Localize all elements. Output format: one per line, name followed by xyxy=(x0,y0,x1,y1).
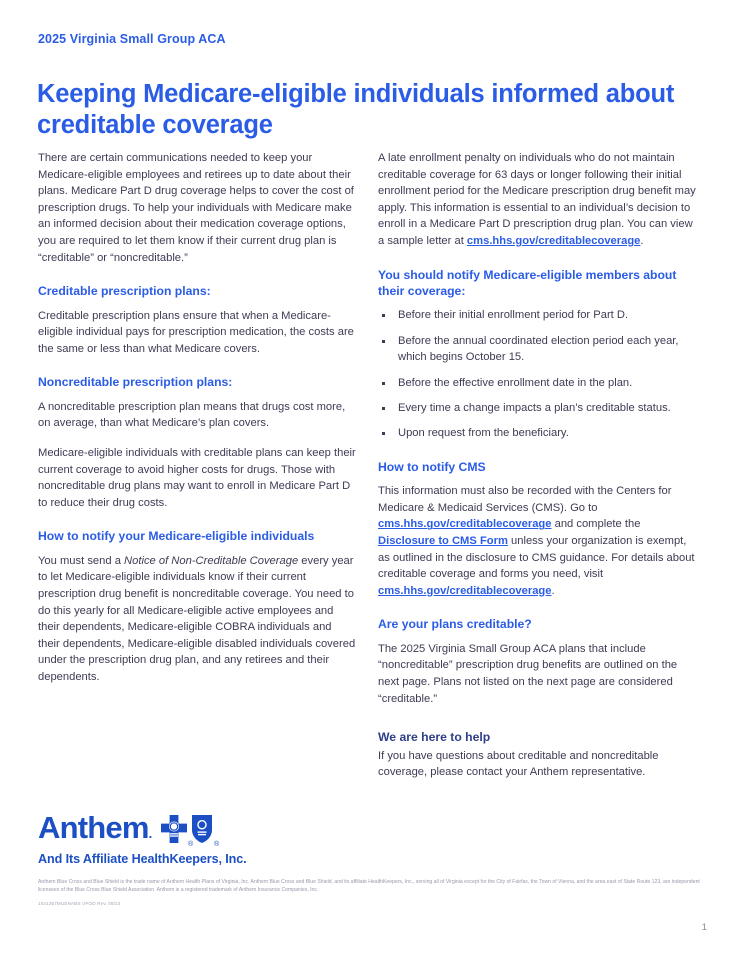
notify-timing-list xyxy=(378,307,696,441)
noncreditable-plans-paragraph: A noncreditable prescription plan means that drugs cost more, on average, than what Medicare’s plan covers. xyxy=(38,400,346,430)
notify-members-heading: You should notify Medicare-eligible members about their coverage: xyxy=(378,267,677,298)
blue-cross-icon xyxy=(161,815,194,848)
disclosure-to-cms-form-link[interactable]: Disclosure to CMS Form xyxy=(378,535,508,547)
how-to-notify-individuals-heading: How to notify your Medicare-eligible individuals xyxy=(38,529,315,544)
we-are-here-to-help-paragraph: If you have questions about creditable and noncreditable coverage, please contact your Anthem representative. xyxy=(378,749,659,779)
anthem-wordmark xyxy=(38,812,152,850)
penalty-text-part-1: A late enrollment penalty on individuals who do not maintain creditable coverage for 63 days or longer following their initial enrollment period for the Medicare prescription drug benefit may apply. This information is essential to an individual’s decision to enroll in a Medicare Part D prescription drug plan. You can view a sample letter at xyxy=(378,152,696,247)
right-column xyxy=(378,150,696,781)
list-item: Before their initial enrollment period for Part D. xyxy=(378,307,696,323)
how-to-notify-cms-paragraph xyxy=(378,483,696,599)
are-your-plans-creditable-paragraph: The 2025 Virginia Small Group ACA plans that include “noncreditable” prescription drug benefits are outlined on the next page. Plans not listed on the next page are considered “creditable.” xyxy=(378,642,678,705)
footer xyxy=(38,812,698,907)
affiliate-tagline: And Its Affiliate HealthKeepers, Inc. xyxy=(38,852,247,866)
cms-creditable-coverage-link[interactable]: cms.hhs.gov/creditablecoverage xyxy=(378,584,552,597)
document-code: 1041367MUENABS VPOD Rev. 08/23 xyxy=(38,901,121,907)
registered-mark-small: ® xyxy=(188,840,194,848)
penalty-text-end: . xyxy=(640,234,644,247)
cms-text-part-3: unless your organization is exempt, as outlined in the disclosure to CMS guidance. For details about creditable coverage and forms you need, visit xyxy=(378,535,695,581)
how-to-notify-cms-heading: How to notify CMS xyxy=(378,459,486,474)
notify-text-part-1: You must send a xyxy=(38,554,125,567)
cms-text-part-2: and complete the xyxy=(551,518,641,531)
late-enrollment-penalty-paragraph xyxy=(378,150,696,250)
creditable-plans-heading: Creditable prescription plans: xyxy=(38,284,211,299)
blue-shield-icon xyxy=(191,815,220,848)
list-item: Every time a change impacts a plan’s creditable status. xyxy=(378,400,696,416)
anthem-logo xyxy=(38,812,698,850)
bcbs-marks xyxy=(161,815,220,848)
creditable-plans-paragraph: Creditable prescription plans ensure that when a Medicare-eligible individual pays for prescription medication, the costs are the same or less than what Medicare covers. xyxy=(38,309,354,355)
intro-paragraph: There are certain communications needed to keep your Medicare-eligible employees and retirees up to date about their plans. Medicare Part D drug coverage helps to cover the cost of prescription drugs. To help your individuals with Medicare make an informed decision about their medication coverage options, you are required to let them know if their current drug plan is “creditable” or “noncreditable.” xyxy=(38,152,354,264)
anthem-wordmark-text: Anthem xyxy=(38,810,149,845)
noncreditable-plans-heading: Noncreditable prescription plans: xyxy=(38,375,233,390)
notice-of-non-creditable-coverage-title: Notice of Non-Creditable Coverage xyxy=(124,554,299,567)
registered-mark: . xyxy=(148,826,153,841)
cms-text-part-4: . xyxy=(551,584,555,597)
list-item: Before the annual coordinated election period each year, which begins October 15. xyxy=(378,333,696,366)
cms-creditable-coverage-link[interactable]: cms.hhs.gov/creditablecoverage xyxy=(378,518,552,531)
legal-disclaimer: Anthem Blue Cross and Blue Shield is the trade name of Anthem Health Plans of Virginia, Inc. Anthem Blue Cross and Blue Shield, and its affiliate HealthKeepers, Inc., serving all of Virginia except for the City of Fairfax, the Town of Vienna, and the area east of State Route 123, are independent licensees of the Blue Cross Blue Shield Association. Anthem is a registered trademark of Anthem Insurance Companies, Inc. xyxy=(38,879,700,894)
how-to-notify-individuals-paragraph xyxy=(38,553,356,686)
registered-mark-small: ® xyxy=(214,840,220,848)
left-column xyxy=(38,150,356,698)
are-your-plans-creditable-heading: Are your plans creditable? xyxy=(378,617,532,632)
noncreditable-plans-paragraph-2: Medicare-eligible individuals with creditable plans can keep their current coverage to avoid higher costs for drugs. Those with noncreditable drug plans may want to enroll in Medicare Part D to reduce their drug costs. xyxy=(38,446,356,509)
notify-text-part-2: every year to let Medicare-eligible individuals know if their current prescription drug benefit is noncreditable coverage. You need to do this yearly for all Medicare-eligible active employees and their dependents, Medicare-eligible COBRA individuals and their dependents, Medicare-eligible disabled individuals covered under the prescription drug plan, and any retirees and their dependents. xyxy=(38,554,356,683)
document-eyebrow: 2025 Virginia Small Group ACA xyxy=(38,32,226,46)
cms-creditable-coverage-link[interactable]: cms.hhs.gov/creditablecoverage xyxy=(466,234,641,247)
cms-text-part-1: This information must also be recorded with the Centers for Medicare & Medicaid Services (CMS). Go to xyxy=(378,485,672,514)
page-number: 1 xyxy=(701,922,707,933)
page-title: Keeping Medicare-eligible individuals informed about creditable coverage xyxy=(37,80,675,140)
list-item: Upon request from the beneficiary. xyxy=(378,425,696,441)
we-are-here-to-help-heading: We are here to help xyxy=(378,730,491,745)
list-item: Before the effective enrollment date in the plan. xyxy=(378,375,696,391)
